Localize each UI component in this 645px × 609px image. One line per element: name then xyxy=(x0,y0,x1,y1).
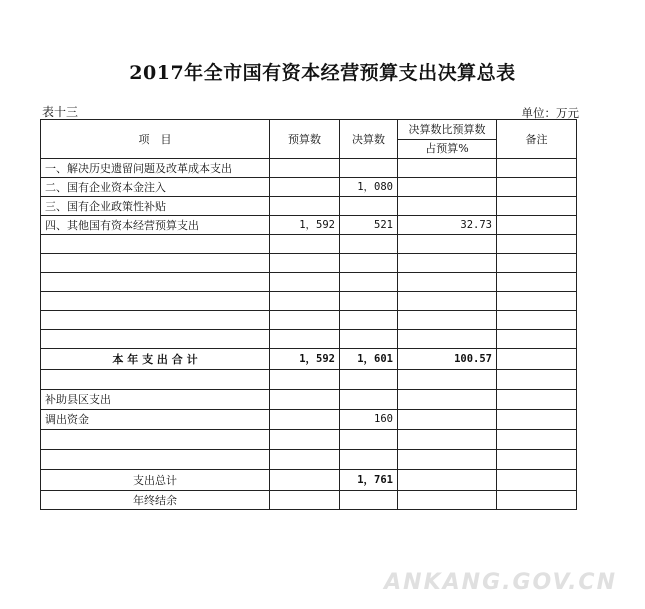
cell-ratio xyxy=(398,410,497,430)
cell-remark xyxy=(497,311,577,330)
cell-ratio xyxy=(398,159,497,178)
cell-item xyxy=(41,370,270,390)
cell-item xyxy=(41,311,270,330)
cell-remark xyxy=(497,491,577,510)
cell-item: 二、国有企业资本金注入 xyxy=(41,178,270,197)
cell-item: 调出资金 xyxy=(41,410,270,430)
cell-budget xyxy=(270,292,340,311)
cell-ratio xyxy=(398,273,497,292)
table-row xyxy=(41,311,577,330)
cell-item xyxy=(41,430,270,450)
table-row xyxy=(41,178,577,197)
cell-ratio xyxy=(398,235,497,254)
watermark: ANKANG.GOV.CN xyxy=(384,570,617,595)
cell-ratio: 32.73 xyxy=(398,216,497,235)
header-final: 决算数 xyxy=(340,120,398,159)
header-remark: 备注 xyxy=(497,120,577,159)
table-row xyxy=(41,235,577,254)
cell-item xyxy=(41,235,270,254)
cell-item: 本 年 支 出 合 计 xyxy=(41,349,270,370)
cell-budget xyxy=(270,430,340,450)
cell-final: 521 xyxy=(340,216,398,235)
cell-remark xyxy=(497,216,577,235)
cell-item xyxy=(41,450,270,470)
cell-remark xyxy=(497,235,577,254)
cell-remark xyxy=(497,470,577,491)
cell-final xyxy=(340,390,398,410)
cell-budget xyxy=(270,370,340,390)
cell-item xyxy=(41,292,270,311)
cell-ratio xyxy=(398,390,497,410)
cell-budget xyxy=(270,410,340,430)
table-row xyxy=(41,410,577,430)
cell-final: 160 xyxy=(340,410,398,430)
table-row xyxy=(41,370,577,390)
cell-final: 1，601 xyxy=(340,349,398,370)
cell-item xyxy=(41,330,270,349)
year-end-row xyxy=(41,491,577,510)
cell-final: 1，080 xyxy=(340,178,398,197)
cell-final xyxy=(340,197,398,216)
cell-remark xyxy=(497,410,577,430)
unit-label: 单位：万元 xyxy=(521,106,579,120)
cell-remark xyxy=(497,197,577,216)
table-row xyxy=(41,159,577,178)
cell-ratio xyxy=(398,197,497,216)
table-row xyxy=(41,292,577,311)
cell-item xyxy=(41,273,270,292)
cell-budget xyxy=(270,450,340,470)
cell-final xyxy=(340,292,398,311)
table-row xyxy=(41,450,577,470)
cell-final xyxy=(340,159,398,178)
cell-ratio xyxy=(398,450,497,470)
cell-remark xyxy=(497,159,577,178)
cell-final: 1，761 xyxy=(340,470,398,491)
table-row xyxy=(41,197,577,216)
cell-item xyxy=(41,254,270,273)
cell-final xyxy=(340,491,398,510)
expenditure-table xyxy=(40,119,577,510)
cell-final xyxy=(340,430,398,450)
cell-final xyxy=(340,450,398,470)
cell-ratio xyxy=(398,370,497,390)
cell-ratio xyxy=(398,178,497,197)
cell-remark xyxy=(497,254,577,273)
header-item: 项 目 xyxy=(41,120,270,159)
cell-budget xyxy=(270,470,340,491)
cell-ratio xyxy=(398,430,497,450)
cell-remark xyxy=(497,330,577,349)
cell-final xyxy=(340,311,398,330)
cell-budget xyxy=(270,330,340,349)
table-row xyxy=(41,254,577,273)
cell-final xyxy=(340,273,398,292)
table-row xyxy=(41,216,577,235)
cell-item: 一、解决历史遗留问题及改革成本支出 xyxy=(41,159,270,178)
cell-budget xyxy=(270,311,340,330)
total-row xyxy=(41,349,577,370)
cell-budget xyxy=(270,390,340,410)
cell-ratio xyxy=(398,254,497,273)
cell-item: 四、其他国有资本经营预算支出 xyxy=(41,216,270,235)
header-ratio-top: 决算数比预算数 xyxy=(398,120,497,140)
cell-ratio xyxy=(398,292,497,311)
header-ratio-bottom: 占预算% xyxy=(398,139,497,159)
cell-item: 三、国有企业政策性补贴 xyxy=(41,197,270,216)
cell-item: 年终结余 xyxy=(41,491,270,510)
table-number: 表十三 xyxy=(42,105,79,119)
cell-remark xyxy=(497,390,577,410)
cell-ratio xyxy=(398,311,497,330)
table-row xyxy=(41,330,577,349)
cell-budget: 1，592 xyxy=(270,349,340,370)
cell-final xyxy=(340,254,398,273)
cell-remark xyxy=(497,273,577,292)
cell-ratio xyxy=(398,470,497,491)
cell-remark xyxy=(497,450,577,470)
cell-remark xyxy=(497,292,577,311)
cell-budget: 1，592 xyxy=(270,216,340,235)
cell-budget xyxy=(270,197,340,216)
cell-budget xyxy=(270,254,340,273)
cell-final xyxy=(340,235,398,254)
table-row xyxy=(41,273,577,292)
cell-budget xyxy=(270,491,340,510)
cell-remark xyxy=(497,349,577,370)
table-row xyxy=(41,430,577,450)
cell-item: 补助县区支出 xyxy=(41,390,270,410)
cell-remark xyxy=(497,178,577,197)
cell-budget xyxy=(270,178,340,197)
cell-budget xyxy=(270,235,340,254)
cell-item: 支出总计 xyxy=(41,470,270,491)
grand-total-row xyxy=(41,470,577,491)
page-title: 2017年全市国有资本经营预算支出决算总表 xyxy=(129,62,516,84)
cell-final xyxy=(340,330,398,349)
cell-budget xyxy=(270,273,340,292)
cell-ratio xyxy=(398,330,497,349)
cell-remark xyxy=(497,430,577,450)
table-row xyxy=(41,390,577,410)
cell-final xyxy=(340,370,398,390)
cell-budget xyxy=(270,159,340,178)
header-budget: 预算数 xyxy=(270,120,340,159)
cell-remark xyxy=(497,370,577,390)
cell-ratio xyxy=(398,491,497,510)
cell-ratio: 100.57 xyxy=(398,349,497,370)
